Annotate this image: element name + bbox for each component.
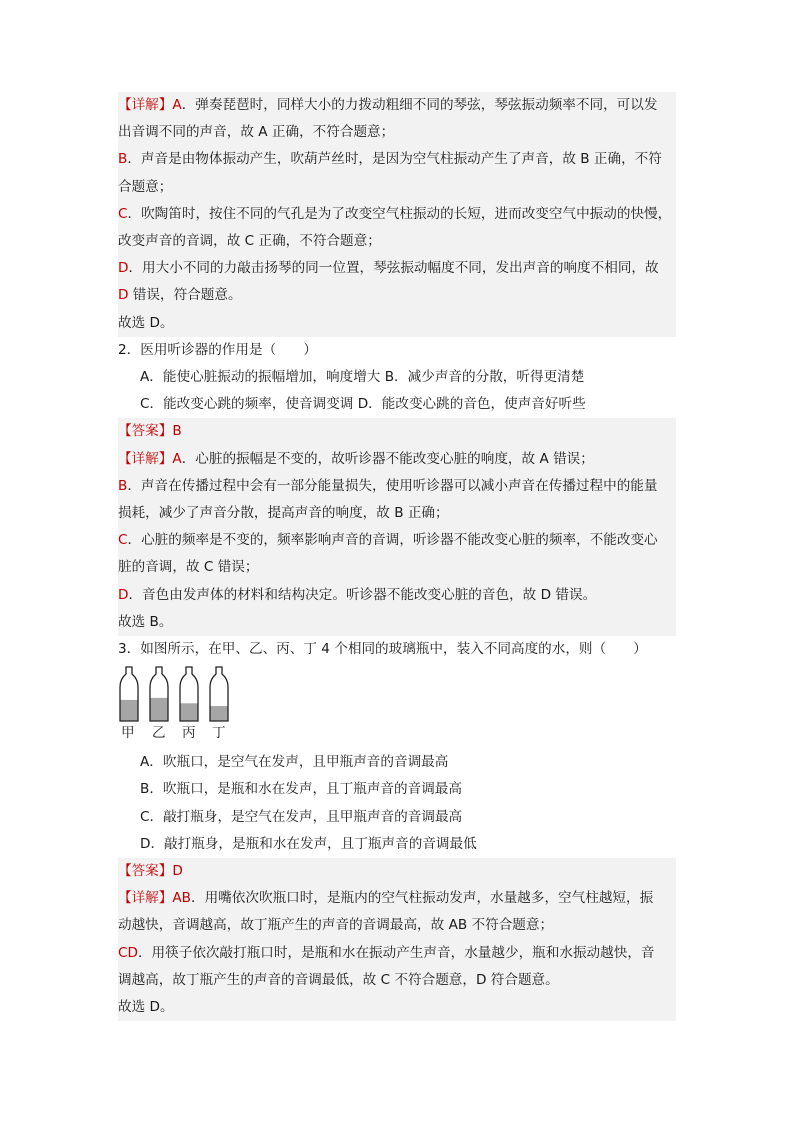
q3-answer: 【答案】D (118, 863, 183, 880)
q3-analysis-line-0: 【详解】AB．用嘴依次吹瓶口时，是瓶内的空气柱振动发声，水量越多，空气柱越短，振 (118, 890, 654, 907)
q1-analysis-line-5: 改变声音的音调，故 C 正确，不符合题意； (118, 233, 381, 250)
q1-analysis-line-3: 合题意； (118, 178, 173, 195)
answer-label: 【答案】 (118, 423, 173, 440)
q1-conclusion: 故选 D。 (118, 314, 174, 331)
bottle-label-ding: 丁 (212, 725, 226, 742)
water-jia (120, 700, 138, 721)
answer-label: 【答案】 (118, 863, 173, 880)
q3-analysis-line-3: 调越高，故丁瓶产生的声音的音调最低，故 C 不符合题意，D 符合题意。 (118, 971, 559, 988)
bottle-bing (180, 667, 198, 721)
q1-analysis-line-0: 【详解】A．弹奏琵琶时，同样大小的力拨动粗细不同的琴弦，琴弦振动频率不同，可以发 (118, 97, 658, 113)
q2-option-row: C．能改变心跳的频率，使音调变调 D．能改变心跳的音色，使声音好听些 (140, 396, 586, 413)
q1-analysis-line-6: D．用大小不同的力敲击扬琴的同一位置，琴弦振动幅度不同，发出声音的响度不相同，故 (118, 260, 659, 277)
q3-analysis-line-1: 动越快，音调越高，故丁瓶产生的声音的音调最高，故 AB 不符合题意； (118, 917, 554, 934)
q2-analysis-line-5: D．音色由发声体的材料和结构决定。听诊器不能改变心脏的音色，故 D 错误。 (118, 586, 597, 603)
q1-analysis-line-7: D 错误，符合题意。 (118, 287, 242, 304)
q1-analysis-line-1: 出音调不同的声音，故 A 正确，不符合题意； (118, 124, 395, 141)
q3-stem: 3．如图所示，在甲、乙、丙、丁 4 个相同的玻璃瓶中，装入不同高度的水，则（ ） (118, 641, 647, 658)
q2-option-row: A．能使心脏振动的振幅增加，响度增大 B．减少声音的分散，听得更清楚 (140, 369, 585, 386)
q1-analysis-block (118, 92, 676, 337)
q1-analysis-line-4: C．吹陶笛时，按住不同的气孔是为了改变空气柱振动的长短，进而改变空气中振动的快慢， (118, 205, 672, 222)
q2-analysis-line-2: 损耗，减少了声音分散，提高声音的响度，故 B 正确； (118, 505, 449, 522)
q3-option-d: D．敲打瓶身，是瓶和水在发声，且丁瓶声音的音调最低 (140, 835, 477, 852)
document-page (118, 92, 676, 1021)
q3-option-a: A．吹瓶口，是空气在发声，且甲瓶声音的音调最高 (140, 754, 449, 771)
bottles-figure (118, 665, 676, 747)
q2-stem: 2．医用听诊器的作用是（ ） (118, 341, 317, 358)
bottle-jia (120, 667, 138, 721)
q3-answer-block (118, 858, 676, 1021)
q3-conclusion: 故选 D。 (118, 999, 174, 1016)
analysis-label: 【详解】 (118, 450, 173, 467)
q2-conclusion: 故选 B。 (118, 613, 173, 630)
q2-analysis-line-1: B．声音在传播过程中会有一部分能量损失，使用听诊器可以减小声音在传播过程中的能量 (118, 477, 658, 494)
bottles-drawing (118, 665, 248, 725)
q3-option-c: C．敲打瓶身，是空气在发声，且甲瓶声音的音调最高 (140, 808, 463, 825)
analysis-label: 【详解】 (118, 97, 173, 113)
bottle-ding (210, 667, 228, 721)
q2-analysis-line-3: C．心脏的频率是不变的，频率影响声音的音调，听诊器不能改变心脏的频率，不能改变心 (118, 532, 658, 549)
bottle-yi (150, 667, 168, 721)
q2-answer-block (118, 418, 676, 636)
q2-answer: 【答案】B (118, 423, 182, 440)
q3-option-b: B．吹瓶口，是瓶和水在发声，且丁瓶声音的音调最高 (140, 781, 462, 798)
q1-analysis-line-2: B．声音是由物体振动产生，吹葫芦丝时，是因为空气柱振动产生了声音，故 B 正确，不符 (118, 151, 662, 168)
q2-analysis-line-0: 【详解】A．心脏的振幅是不变的，故听诊器不能改变心脏的响度，故 A 错误； (118, 450, 594, 467)
q2-analysis-line-4: 脏的音调，故 C 错误； (118, 559, 259, 576)
bottle-label-yi: 乙 (152, 725, 166, 742)
water-yi (150, 698, 168, 721)
analysis-label: 【详解】 (118, 890, 173, 907)
water-bing (180, 704, 198, 722)
bottle-label-jia: 甲 (121, 725, 135, 742)
bottle-label-bing: 丙 (182, 725, 196, 742)
q3-analysis-line-2: CD．用筷子依次敲打瓶口时，是瓶和水在振动产生声音，水量越少，瓶和水振动越快，音 (118, 944, 655, 961)
water-ding (210, 706, 228, 721)
